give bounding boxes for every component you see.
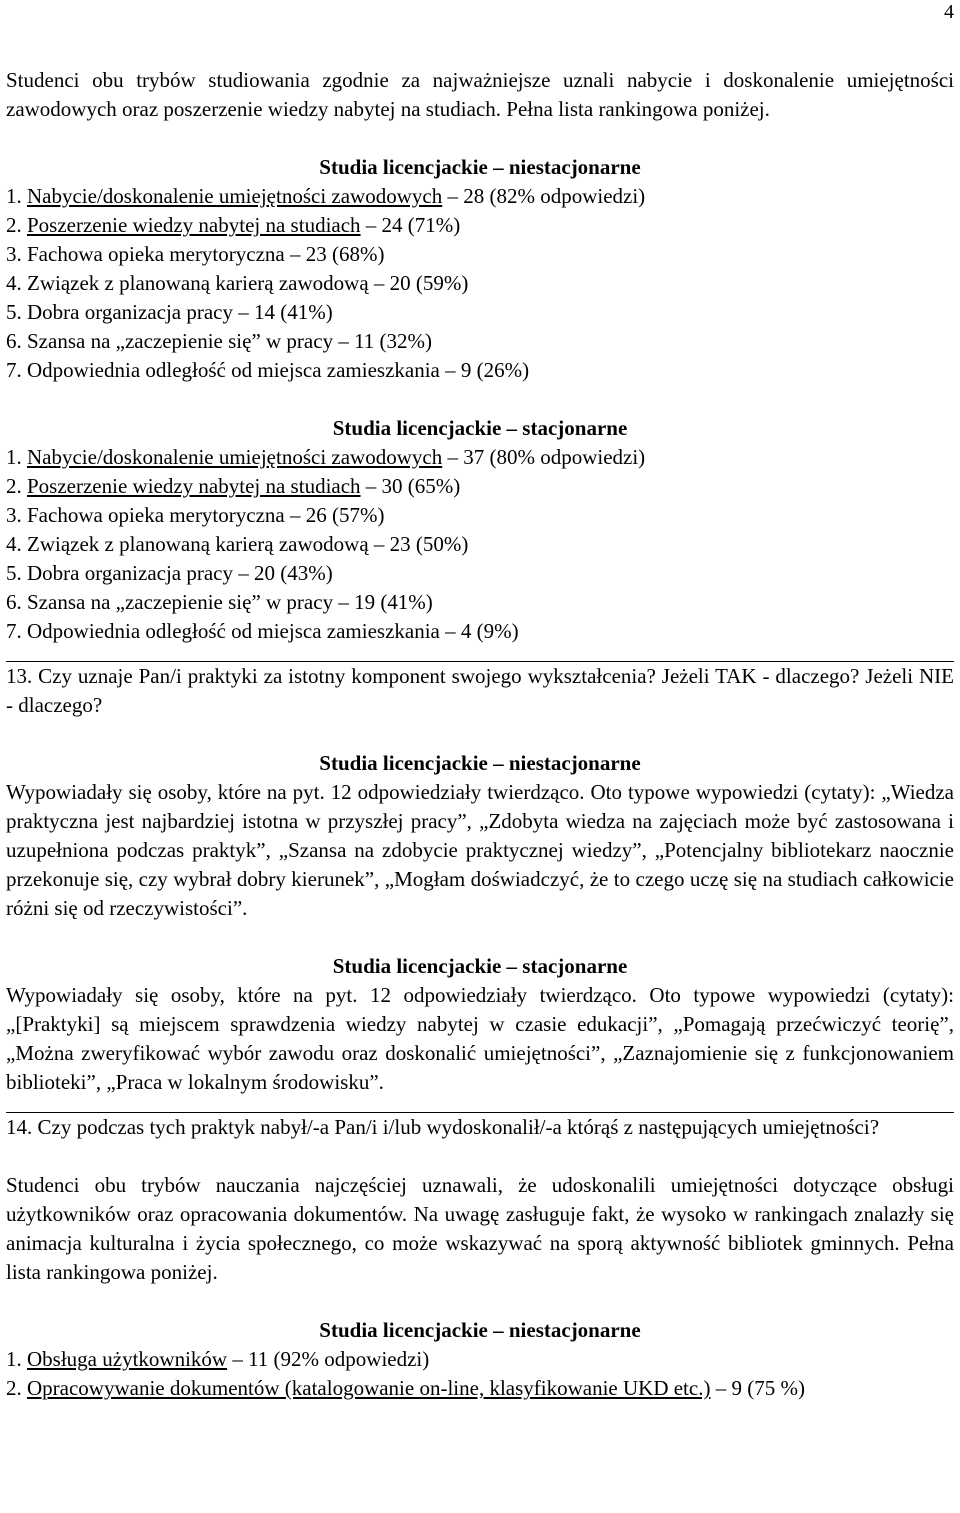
item-value: – 37 (80% odpowiedzi) <box>447 445 646 469</box>
list-item <box>6 617 954 646</box>
item-number: 6. <box>6 590 22 614</box>
list-item <box>6 472 954 501</box>
question-14: 14. Czy podczas tych praktyk nabył/-a Pan/i i/lub wydoskonalił/-a którąś z następujących umiejętności? <box>6 1115 880 1139</box>
list-item <box>6 327 954 356</box>
item-number: 3. <box>6 242 22 266</box>
item-number: 2. <box>6 213 22 237</box>
item-label: Poszerzenie wiedzy nabytej na studiach <box>27 474 361 498</box>
list-item <box>6 269 954 298</box>
ranking-list <box>6 1345 954 1403</box>
item-label: Fachowa opieka merytoryczna – 26 (57%) <box>27 503 385 527</box>
item-label: Dobra organizacja pracy – 14 (41%) <box>27 300 333 324</box>
item-number: 1. <box>6 1347 22 1371</box>
item-label: Związek z planowaną karierą zawodową – 23 (50%) <box>27 532 469 556</box>
list-item <box>6 240 954 269</box>
item-number: 7. <box>6 358 22 382</box>
item-label: Związek z planowaną karierą zawodową – 20 (59%) <box>27 271 469 295</box>
item-label: Poszerzenie wiedzy nabytej na studiach <box>27 213 361 237</box>
item-number: 3. <box>6 503 22 527</box>
item-value: – 24 (71%) <box>365 213 461 237</box>
item-label: Fachowa opieka merytoryczna – 23 (68%) <box>27 242 385 266</box>
document-body <box>6 66 954 1403</box>
list-item <box>6 1345 954 1374</box>
item-number: 2. <box>6 1376 22 1400</box>
item-label: Nabycie/doskonalenie umiejętności zawodowych <box>27 184 443 208</box>
item-label: Dobra organizacja pracy – 20 (43%) <box>27 561 333 585</box>
item-label: Opracowywanie dokumentów (katalogowanie on-line, klasyfikowanie UKD etc.) <box>27 1376 711 1400</box>
ranking-list <box>6 443 954 646</box>
section-heading: Studia licencjackie – stacjonarne <box>332 416 628 440</box>
item-label: Odpowiednia odległość od miejsca zamieszkania – 4 (9%) <box>27 619 519 643</box>
page-number: 4 <box>944 1 954 23</box>
item-label: Szansa na „zaczepienie się” w pracy – 19 (41%) <box>27 590 433 614</box>
list-item <box>6 501 954 530</box>
list-item <box>6 298 954 327</box>
item-number: 4. <box>6 532 22 556</box>
item-label: Obsługa użytkowników <box>27 1347 228 1371</box>
question-13: 13. Czy uznaje Pan/i praktyki za istotny komponent swojego wykształcenia? Jeżeli TAK - dlaczego? Jeżeli NIE - dlaczego? <box>6 664 954 717</box>
ranking-list <box>6 182 954 385</box>
summary-paragraph: Studenci obu trybów nauczania najczęściej uznawali, że udoskonalili umiejętności dotyczące obsługi użytkowników oraz opracowania dokumentów. Na uwagę zasługuje fakt, że wysoko w rankingach znalazły się animacja kulturalna i życia społecznego, co może wskazywać na sporą aktywność bibliotek gminnych. Pełna lista rankingowa poniżej. <box>6 1173 954 1284</box>
section-heading: Studia licencjackie – niestacjonarne <box>319 1318 641 1342</box>
intro-paragraph: Studenci obu trybów studiowania zgodnie za najważniejsze uznali nabycie i doskonalenie umiejętności zawodowych oraz poszerzenie wiedzy nabytej na studiach. Pełna lista rankingowa poniżej. <box>6 68 954 121</box>
list-item <box>6 211 954 240</box>
item-value: – 11 (92% odpowiedzi) <box>232 1347 430 1371</box>
item-value: – 30 (65%) <box>365 474 461 498</box>
list-item <box>6 588 954 617</box>
item-label: Szansa na „zaczepienie się” w pracy – 11 (32%) <box>27 329 433 353</box>
item-number: 6. <box>6 329 22 353</box>
list-item <box>6 182 954 211</box>
item-number: 4. <box>6 271 22 295</box>
section-heading: Studia licencjackie – stacjonarne <box>332 954 628 978</box>
answers-paragraph: Wypowiadały się osoby, które na pyt. 12 odpowiedziały twierdząco. Oto typowe wypowiedzi (cytaty): „Wiedza praktyczna jest najbardziej istotna w przyszłej pracy”, „Zdobyta wiedza na zajęciach może być zastosowana i uzupełniona podczas praktyk”, „Szansa na zdobycie praktycznej wiedzy”, „Potencjalny bibliotekarz naocznie przekonuje się, czy wybrał dobry kierunek”, „Mogłam doświadczyć, że to czego uczę się na studiach całkowicie różni się od rzeczywistości”. <box>6 780 954 920</box>
item-label: Nabycie/doskonalenie umiejętności zawodowych <box>27 445 443 469</box>
item-number: 5. <box>6 300 22 324</box>
list-item <box>6 530 954 559</box>
list-item <box>6 356 954 385</box>
list-item <box>6 443 954 472</box>
section-heading: Studia licencjackie – niestacjonarne <box>319 751 641 775</box>
answers-paragraph: Wypowiadały się osoby, które na pyt. 12 odpowiedziały twierdząco. Oto typowe wypowiedzi (cytaty): „[Praktyki] są miejscem sprawdzenia wiedzy nabytej w czasie edukacji”, „Pomagają przećwiczyć teorię”, „Można zweryfikować wybór zawodu oraz doskonalić umiejętności”, „Zaznajomienie się z funkcjonowaniem biblioteki”, „Praca w lokalnym środowisku”. <box>6 983 954 1094</box>
item-number: 7. <box>6 619 22 643</box>
item-number: 2. <box>6 474 22 498</box>
item-number: 5. <box>6 561 22 585</box>
item-number: 1. <box>6 184 22 208</box>
item-value: – 9 (75 %) <box>715 1376 805 1400</box>
item-number: 1. <box>6 445 22 469</box>
item-label: Odpowiednia odległość od miejsca zamieszkania – 9 (26%) <box>27 358 530 382</box>
section-heading: Studia licencjackie – niestacjonarne <box>319 155 641 179</box>
item-value: – 28 (82% odpowiedzi) <box>447 184 646 208</box>
list-item <box>6 1374 954 1403</box>
list-item <box>6 559 954 588</box>
